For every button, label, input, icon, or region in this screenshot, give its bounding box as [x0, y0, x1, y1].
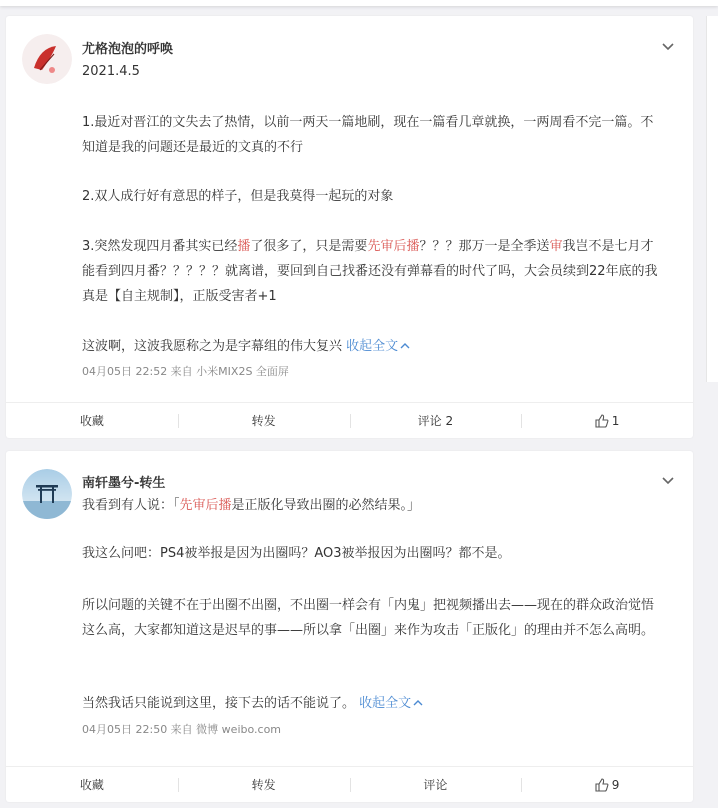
- post-card: [6, 16, 693, 438]
- collapse-link[interactable]: 收起全文: [346, 339, 410, 354]
- post-date-line: 2021.4.5: [82, 64, 140, 79]
- paragraph: [82, 493, 662, 518]
- username[interactable]: 南轩墨兮-转生: [82, 476, 166, 491]
- post-card: [6, 451, 693, 802]
- action-bar: [6, 402, 693, 438]
- collapse-link[interactable]: 收起全文: [359, 696, 423, 711]
- text-span: 这波啊，这波我愿称之为是字幕组的伟大复兴: [82, 339, 347, 354]
- right-sidebar-card: [706, 16, 718, 382]
- like-button[interactable]: 1: [521, 403, 693, 438]
- repost-button[interactable]: 转发: [178, 767, 350, 802]
- paragraph: 我这么问吧：PS4被举报是因为出圈吗？AO3被举报因为出圈吗？都不是。: [82, 546, 511, 561]
- highlight-text: 审: [549, 239, 563, 254]
- avatar[interactable]: [22, 34, 72, 84]
- paragraph: 1.最近对晋江的文失去了热情，以前一两天一篇地刷，现在一篇看几章就换，一两周看不完一篇。不知道是我的问题还是最近的文真的不行: [82, 115, 654, 155]
- paragraph: [82, 334, 662, 359]
- text-span: 我岂不是七月才能看到四月番？？？？？就离谱，要回到自己找番还没有弹幕看的时代了吗，大会员续到22年底的我真是【自主规制】，正版受害者+1: [82, 239, 658, 304]
- text-span: 我看到有人说：「: [82, 498, 180, 513]
- text-span: 是正版化导致出圈的必然结果。」: [231, 498, 421, 513]
- like-button[interactable]: 9: [521, 767, 693, 802]
- thumbs-up-icon: [595, 414, 609, 428]
- chevron-down-icon[interactable]: [660, 472, 676, 488]
- thumbs-up-icon: [595, 778, 609, 792]
- post-meta: 04月05日 22:52 来自 小米MIX2S 全面屏: [82, 365, 289, 378]
- text-span: 了很多了，只是需要: [250, 239, 368, 254]
- action-bar: [6, 766, 693, 802]
- top-bar: [0, 0, 718, 6]
- text-span: 3.突然发现四月番其实已经: [82, 239, 238, 254]
- text-span: 当然我话只能说到这里，接下去的话不能说了。: [82, 696, 360, 711]
- chevron-down-icon[interactable]: [660, 38, 676, 54]
- post-meta: 04月05日 22:50 来自 微博 weibo.com: [82, 723, 282, 736]
- paragraph: 2.双人成行好有意思的样子，但是我莫得一起玩的对象: [82, 189, 394, 204]
- avatar[interactable]: [22, 469, 72, 519]
- favorite-button[interactable]: 收藏: [79, 778, 104, 792]
- username[interactable]: 尤格泡泡的呼唤: [82, 42, 174, 57]
- highlight-text: 先审后播: [179, 498, 232, 513]
- repost-button[interactable]: 转发: [178, 403, 350, 438]
- comment-button[interactable]: 评论: [350, 767, 522, 802]
- chevron-up-icon: [413, 699, 423, 707]
- highlight-text: 播: [237, 239, 251, 254]
- paragraph: 所以问题的关键不在于出圈不出圈，不出圈一样会有「内鬼」把视频播出去——现在的群众政治觉悟这么高，大家都知道这是迟早的事——所以拿「出圈」来作为攻击「正版化」的理由并不怎么高明。: [82, 598, 655, 638]
- text-span: ？？？那万一是全季送: [419, 239, 550, 254]
- paragraph: [82, 234, 662, 309]
- highlight-text: 先审后播: [367, 239, 420, 254]
- chevron-up-icon: [400, 342, 410, 350]
- comment-button[interactable]: 评论 2: [350, 403, 522, 438]
- favorite-button[interactable]: 收藏: [79, 414, 104, 428]
- paragraph: [82, 691, 662, 716]
